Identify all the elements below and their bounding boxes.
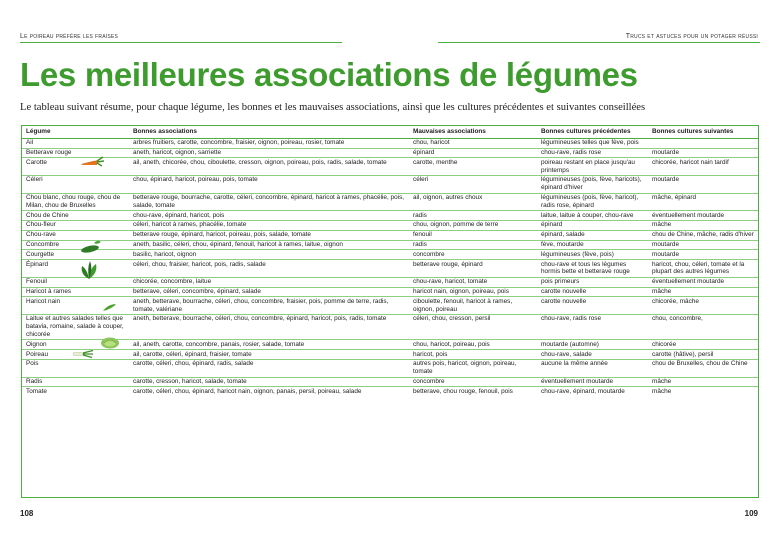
cell-previous-crops-text: épinard, salade xyxy=(541,231,585,239)
cell-previous-crops-text: poireau restant en place jusqu'au printemps xyxy=(541,158,635,174)
table-row xyxy=(22,277,758,287)
cell-next-crops xyxy=(648,250,758,260)
table-row xyxy=(22,175,758,193)
cell-bad-associations xyxy=(409,314,537,339)
cell-previous-crops xyxy=(537,230,648,240)
cell-good-associations-text: aneth, haricot, oignon, sarriette xyxy=(133,149,222,157)
table-row xyxy=(22,240,758,250)
cell-vegetable xyxy=(22,297,129,315)
cell-previous-crops xyxy=(537,148,648,158)
cell-good-associations-text: chou, épinard, haricot, poireau, pois, tomate xyxy=(133,176,258,184)
cell-vegetable xyxy=(22,340,129,350)
cell-vegetable-text: Céleri xyxy=(26,176,43,184)
cell-previous-crops-text: aucune la même année xyxy=(541,360,608,368)
cell-previous-crops xyxy=(537,277,648,287)
cell-bad-associations xyxy=(409,377,537,387)
cell-vegetable-text: Ail xyxy=(26,139,34,147)
cell-good-associations xyxy=(129,340,409,350)
cell-bad-associations-text: épinard xyxy=(413,149,435,157)
cell-bad-associations-text: autres pois, haricot, oignon, poireau, tomate xyxy=(413,360,517,376)
cell-good-associations-text: betterave rouge, épinard, haricot, poireau, pois, salade, tomate xyxy=(133,231,311,239)
cell-vegetable-text: Tomate xyxy=(26,387,47,395)
cell-bad-associations-text: concombre xyxy=(413,250,445,258)
cell-bad-associations xyxy=(409,287,537,297)
cell-previous-crops-text: carotte nouvelle xyxy=(541,288,587,296)
cell-good-associations-text: céleri, chou, fraisier, haricot, pois, radis, salade xyxy=(133,260,266,268)
table-row xyxy=(22,297,758,315)
cell-vegetable xyxy=(22,220,129,230)
cell-previous-crops-text: laitue, laitue à couper, chou-rave xyxy=(541,211,634,219)
cell-next-crops xyxy=(648,277,758,287)
cell-previous-crops xyxy=(537,359,648,377)
cell-next-crops xyxy=(648,148,758,158)
table-row xyxy=(22,260,758,278)
cell-vegetable xyxy=(22,148,129,158)
cell-bad-associations-text: haricot nain, oignon, poireau, pois xyxy=(413,288,509,296)
cell-next-crops-text: chicorée xyxy=(652,340,677,348)
header-rule-right xyxy=(438,42,760,43)
cell-bad-associations-text: céleri xyxy=(413,176,429,184)
table-row xyxy=(22,350,758,360)
cell-good-associations-text: carotte, cresson, haricot, salade, tomate xyxy=(133,378,247,386)
cell-bad-associations xyxy=(409,350,537,360)
cell-bad-associations xyxy=(409,230,537,240)
table-body xyxy=(22,138,758,396)
cell-vegetable xyxy=(22,250,129,260)
cell-good-associations xyxy=(129,193,409,211)
cell-good-associations xyxy=(129,211,409,221)
cell-next-crops-text: moutarde xyxy=(652,149,679,157)
table-row xyxy=(22,287,758,297)
cell-good-associations xyxy=(129,158,409,176)
cell-vegetable-text: Chou de Chine xyxy=(26,211,69,219)
cell-bad-associations-text: fenouil xyxy=(413,231,432,239)
cell-vegetable-text: Haricot à rames xyxy=(26,288,72,296)
cell-bad-associations xyxy=(409,387,537,396)
cell-good-associations-text: basilic, haricot, oignon xyxy=(133,250,197,258)
cell-good-associations xyxy=(129,359,409,377)
cell-next-crops-text: chou de Chine, mâche, radis d'hiver xyxy=(652,231,754,239)
cell-previous-crops-text: carotte nouvelle xyxy=(541,297,587,305)
cell-good-associations xyxy=(129,350,409,360)
cell-bad-associations xyxy=(409,138,537,148)
cell-previous-crops xyxy=(537,220,648,230)
cell-bad-associations-text: chou-rave, haricot, tomate xyxy=(413,278,488,286)
cell-previous-crops-text: légumineuses telles que fève, pois xyxy=(541,139,639,147)
cell-vegetable-text: Carotte xyxy=(26,158,47,166)
cell-bad-associations-text: radis xyxy=(413,241,427,249)
cell-next-crops xyxy=(648,260,758,278)
cell-vegetable-text: Chou blanc, chou rouge, chou de Milan, chou de Bruxelles xyxy=(26,194,121,209)
cell-previous-crops xyxy=(537,287,648,297)
cell-vegetable xyxy=(22,211,129,221)
column-header-previous-crops: Bonnes cultures précédentes xyxy=(537,126,648,138)
table-row xyxy=(22,158,758,176)
cell-previous-crops xyxy=(537,211,648,221)
cell-vegetable xyxy=(22,350,129,360)
associations-table xyxy=(22,126,758,396)
cell-good-associations-text: chicorée, concombre, laitue xyxy=(133,278,212,286)
header-rule-left xyxy=(20,42,342,43)
cell-bad-associations-text: concombre xyxy=(413,378,445,386)
page-number-right: 109 xyxy=(744,509,758,518)
cell-good-associations-text: aneth, betterave, bourrache, céleri, chou, concombre, fraisier, pois, pomme de terre, radis, tomate, valériane xyxy=(133,297,389,313)
running-title-right: Trucs et astuces pour un potager réussi xyxy=(625,33,758,40)
cell-good-associations xyxy=(129,387,409,396)
cell-vegetable-text: Poireau xyxy=(26,350,49,358)
cell-vegetable xyxy=(22,193,129,211)
intro-paragraph: Le tableau suivant résume, pour chaque légume, les bonnes et les mauvaises associations, ainsi que les cultures précédentes et suivantes conseillées xyxy=(20,102,646,113)
cell-previous-crops-text: légumineuses (pois, fève, haricots), épinard d'hiver xyxy=(541,176,642,192)
cell-previous-crops xyxy=(537,250,648,260)
cell-vegetable xyxy=(22,277,129,287)
cell-bad-associations-text: haricot, pois xyxy=(413,350,448,358)
cell-previous-crops-text: chou-rave et tous les légumes hormis bette et betterave rouge xyxy=(541,260,630,276)
cell-next-crops xyxy=(648,287,758,297)
cell-vegetable xyxy=(22,260,129,278)
cell-next-crops-text: mâche xyxy=(652,378,672,386)
cell-bad-associations xyxy=(409,277,537,287)
cell-previous-crops xyxy=(537,377,648,387)
cell-next-crops xyxy=(648,350,758,360)
cell-previous-crops xyxy=(537,240,648,250)
cell-previous-crops-text: légumineuses (fève, pois) xyxy=(541,250,614,258)
table-row xyxy=(22,138,758,148)
table-row xyxy=(22,220,758,230)
table-row xyxy=(22,193,758,211)
cell-good-associations xyxy=(129,138,409,148)
cell-bad-associations xyxy=(409,340,537,350)
cell-next-crops xyxy=(648,230,758,240)
cell-next-crops xyxy=(648,175,758,193)
table-row xyxy=(22,211,758,221)
cell-next-crops xyxy=(648,193,758,211)
cell-previous-crops-text: épinard xyxy=(541,221,563,229)
cell-good-associations xyxy=(129,148,409,158)
cell-previous-crops-text: pois primeurs xyxy=(541,278,580,286)
cell-next-crops xyxy=(648,138,758,148)
cell-next-crops-text: moutarde xyxy=(652,250,679,258)
cell-next-crops-text: mâche xyxy=(652,387,672,395)
cell-good-associations xyxy=(129,260,409,278)
cell-vegetable-text: Courgette xyxy=(26,250,55,258)
cell-good-associations xyxy=(129,175,409,193)
cell-good-associations xyxy=(129,297,409,315)
cell-bad-associations xyxy=(409,148,537,158)
column-header-vegetable: Légume xyxy=(22,126,129,138)
running-title-left: Le poireau préfère les fraises xyxy=(20,33,118,40)
cell-vegetable-text: Laitue et autres salades telles que batavia, romaine, salade à couper, chicorée xyxy=(26,315,124,339)
cell-next-crops xyxy=(648,211,758,221)
table-row xyxy=(22,250,758,260)
cell-vegetable-text: Concombre xyxy=(26,241,60,249)
cell-good-associations-text: carotte, céleri, chou, épinard, haricot nain, oignon, panais, persil, poireau, salade xyxy=(133,387,362,395)
cell-next-crops xyxy=(648,377,758,387)
cell-next-crops-text: moutarde xyxy=(652,241,679,249)
cell-next-crops-text: éventuellement moutarde xyxy=(652,211,725,219)
cell-bad-associations-text: chou, haricot xyxy=(413,139,450,147)
cell-vegetable xyxy=(22,230,129,240)
cell-good-associations xyxy=(129,240,409,250)
cell-previous-crops-text: légumineuses (pois, fève, haricot), radis rose, épinard xyxy=(541,194,639,209)
table-row xyxy=(22,340,758,350)
table-row xyxy=(22,148,758,158)
page-number-left: 108 xyxy=(20,509,34,518)
page-title: Les meilleures associations de légumes xyxy=(20,56,638,93)
cell-previous-crops xyxy=(537,340,648,350)
cell-next-crops xyxy=(648,359,758,377)
cell-next-crops xyxy=(648,314,758,339)
cell-previous-crops-text: fève, moutarde xyxy=(541,241,584,249)
cell-previous-crops xyxy=(537,138,648,148)
cell-previous-crops xyxy=(537,175,648,193)
cell-bad-associations xyxy=(409,260,537,278)
cell-bad-associations xyxy=(409,297,537,315)
cell-good-associations-text: arbres fruitiers, carotte, concombre, fraisier, oignon, poireau, rosier, tomate xyxy=(133,139,345,147)
table-row xyxy=(22,314,758,339)
cell-bad-associations-text: betterave rouge, épinard xyxy=(413,260,483,268)
cell-bad-associations-text: carotte, menthe xyxy=(413,158,458,166)
cell-vegetable xyxy=(22,359,129,377)
cell-next-crops-text: haricot, chou, céleri, tomate et la plupart des autres légumes xyxy=(652,260,745,276)
cell-previous-crops-text: chou-rave, radis rose xyxy=(541,149,602,157)
cell-next-crops-text: chou, concombre, xyxy=(652,315,703,323)
cell-good-associations-text: betterave, céleri, concombre, épinard, salade xyxy=(133,288,261,296)
cell-bad-associations xyxy=(409,211,537,221)
cell-bad-associations-text: chou, oignon, pomme de terre xyxy=(413,221,499,229)
cell-next-crops-text: mâche xyxy=(652,221,672,229)
table-row xyxy=(22,377,758,387)
cell-bad-associations xyxy=(409,220,537,230)
associations-table-frame xyxy=(21,125,759,498)
cell-bad-associations-text: betterave, chou rouge, fenouil, pois xyxy=(413,387,513,395)
table-row xyxy=(22,230,758,240)
cell-vegetable-text: Haricot nain xyxy=(26,297,61,305)
cell-vegetable xyxy=(22,158,129,176)
cell-previous-crops xyxy=(537,297,648,315)
cell-next-crops-text: moutarde xyxy=(652,176,679,184)
cell-good-associations xyxy=(129,314,409,339)
cell-vegetable-text: Chou-fleur xyxy=(26,221,56,229)
table-row xyxy=(22,387,758,396)
column-header-good-associations: Bonnes associations xyxy=(129,126,409,138)
cell-vegetable xyxy=(22,287,129,297)
cell-good-associations-text: betterave rouge, bourrache, carotte, céleri, concombre, épinard, haricot à rames, phacélie, pois, salade, tomate xyxy=(133,194,405,209)
cell-vegetable-text: Radis xyxy=(26,378,43,386)
cell-vegetable xyxy=(22,377,129,387)
cell-good-associations xyxy=(129,377,409,387)
cell-next-crops xyxy=(648,158,758,176)
cell-next-crops xyxy=(648,297,758,315)
cell-vegetable xyxy=(22,314,129,339)
cell-good-associations xyxy=(129,250,409,260)
cell-bad-associations xyxy=(409,240,537,250)
cell-previous-crops xyxy=(537,350,648,360)
cell-next-crops xyxy=(648,340,758,350)
cell-previous-crops xyxy=(537,193,648,211)
cell-previous-crops xyxy=(537,314,648,339)
cell-bad-associations-text: ciboulette, fenouil, haricot à rames, oignon, poireau xyxy=(413,297,513,313)
cell-vegetable-text: Fenouil xyxy=(26,278,47,286)
cell-vegetable-text: Épinard xyxy=(26,260,49,268)
cell-bad-associations-text: chou, haricot, poireau, pois xyxy=(413,340,490,348)
carrot-icon xyxy=(78,156,104,173)
cell-previous-crops-text: chou-rave, épinard, moutarde xyxy=(541,387,625,395)
cell-bad-associations xyxy=(409,175,537,193)
cell-bad-associations xyxy=(409,250,537,260)
cell-previous-crops xyxy=(537,260,648,278)
cell-next-crops-text: éventuellement moutarde xyxy=(652,278,725,286)
cell-vegetable xyxy=(22,138,129,148)
cell-good-associations-text: aneth, betterave, bourrache, céleri, chou, concombre, épinard, haricot, pois, radis, tomate xyxy=(133,315,387,323)
cell-vegetable-text: Oignon xyxy=(26,340,47,348)
cell-vegetable xyxy=(22,240,129,250)
cell-good-associations xyxy=(129,230,409,240)
cell-vegetable-text: Betterave rouge xyxy=(26,149,72,157)
cell-next-crops-text: mâche xyxy=(652,288,672,296)
cell-good-associations-text: céleri, haricot à rames, phacélie, tomate xyxy=(133,221,247,229)
cell-next-crops-text: chicorée, haricot nain tardif xyxy=(652,158,729,166)
table-header-row xyxy=(22,126,758,138)
cell-next-crops-text: carotte (hâtive), persil xyxy=(652,350,714,358)
cell-bad-associations xyxy=(409,158,537,176)
cell-vegetable-text: Pois xyxy=(26,360,39,368)
cell-next-crops xyxy=(648,220,758,230)
cell-next-crops-text: chou de Bruxelles, chou de Chine xyxy=(652,360,748,368)
cell-next-crops-text: chicorée, mâche xyxy=(652,297,699,305)
column-header-next-crops: Bonnes cultures suivantes xyxy=(648,126,758,138)
cell-good-associations xyxy=(129,220,409,230)
column-header-bad-associations: Mauvaises associations xyxy=(409,126,537,138)
cell-good-associations-text: ail, aneth, carotte, concombre, panais, rosier, salade, tomate xyxy=(133,340,305,348)
cell-bad-associations xyxy=(409,359,537,377)
cell-good-associations-text: chou-rave, épinard, haricot, pois xyxy=(133,211,225,219)
cell-good-associations-text: carotte, céleri, chou, épinard, radis, salade xyxy=(133,360,254,368)
cell-previous-crops xyxy=(537,387,648,396)
cell-good-associations-text: ail, aneth, chicorée, chou, ciboulette, cresson, oignon, poireau, pois, radis, salade, tomate xyxy=(133,158,387,166)
cell-bad-associations-text: ail, oignon, autres choux xyxy=(413,194,483,202)
cell-bad-associations-text: radis xyxy=(413,211,427,219)
cell-previous-crops-text: moutarde (automne) xyxy=(541,340,599,348)
cell-next-crops xyxy=(648,240,758,250)
cell-previous-crops-text: chou-rave, salade xyxy=(541,350,592,358)
cell-vegetable xyxy=(22,175,129,193)
cell-vegetable xyxy=(22,387,129,396)
cell-good-associations-text: ail, carotte, céleri, épinard, fraisier, tomate xyxy=(133,350,252,358)
cell-previous-crops-text: éventuellement moutarde xyxy=(541,378,614,386)
cell-good-associations xyxy=(129,277,409,287)
table-row xyxy=(22,359,758,377)
cell-bad-associations xyxy=(409,193,537,211)
cell-previous-crops xyxy=(537,158,648,176)
cell-vegetable-text: Chou-rave xyxy=(26,231,56,239)
cell-next-crops xyxy=(648,387,758,396)
cell-good-associations xyxy=(129,287,409,297)
cell-previous-crops-text: chou-rave, radis rose xyxy=(541,315,602,323)
cell-bad-associations-text: céleri, chou, cresson, persil xyxy=(413,315,491,323)
cell-next-crops-text: mâche, épinard xyxy=(652,194,697,202)
cell-good-associations-text: aneth, basilic, céleri, chou, épinard, fenouil, haricot à rames, laitue, oignon xyxy=(133,241,343,249)
